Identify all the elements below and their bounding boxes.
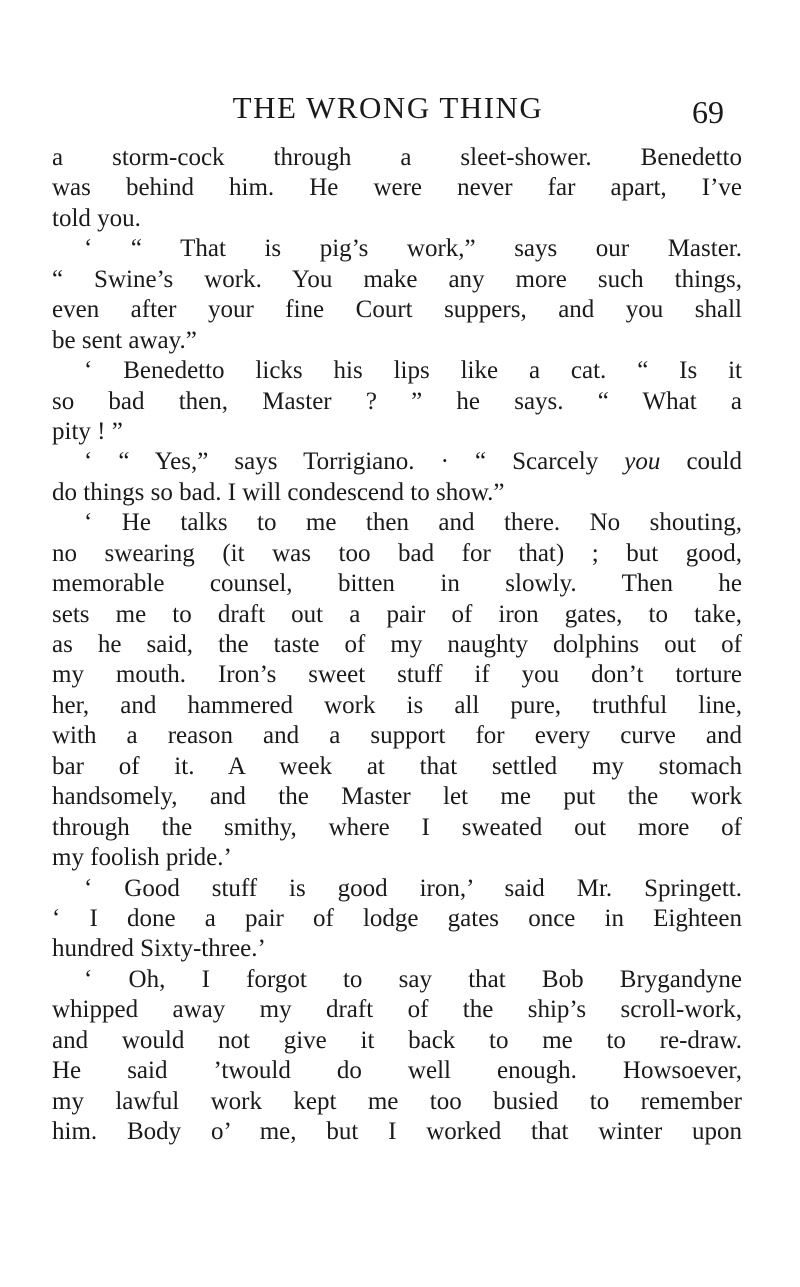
text-line: and would not give it back to me to re-draw. — [52, 1026, 742, 1054]
text-line: so bad then, Master ? ” he says. “ What a — [52, 387, 742, 415]
text-line: ‘ Oh, I forgot to say that Bob Brygandyne — [84, 965, 742, 993]
page-number: 69 — [692, 94, 724, 130]
text-line: even after your fine Court suppers, and you shall — [52, 296, 742, 324]
text-line: ‘ “ Yes,” says Torrigiano. · “ Scarcely you could — [84, 448, 742, 476]
text-line: sets me to draft out a pair of iron gates, to take, — [52, 600, 742, 628]
text-line: handsomely, and the Master let me put the work — [52, 783, 742, 811]
text-line: my foolish pride.’ — [52, 844, 232, 872]
text-line: as he said, the taste of my naughty dolphins out of — [52, 631, 742, 658]
text-line: through the smithy, where I sweated out more of — [52, 813, 742, 841]
text-line: him. Body o’ me, but I worked that winter upon — [52, 1118, 742, 1145]
body-text — [52, 143, 742, 1147]
text-line: her, and hammered work is all pure, truthful line, — [52, 691, 742, 719]
text-line: bar of it. A week at that settled my stomach — [52, 752, 742, 780]
running-head — [52, 88, 724, 128]
text-line: hundred Sixty-three.’ — [52, 935, 266, 963]
text-line: ‘ I done a pair of lodge gates once in Eighteen — [52, 904, 742, 932]
text-line: told you. — [52, 204, 141, 232]
text-line: ‘ Good stuff is good iron,’ said Mr. Springett. — [84, 874, 742, 902]
text-line: ‘ “ That is pig’s work,” says our Master. — [84, 235, 742, 263]
text-line: with a reason and a support for every curve and — [52, 722, 742, 750]
text-line: He said ’twould do well enough. Howsoever, — [52, 1057, 742, 1085]
text-line: “ Swine’s work. You make any more such things, — [52, 265, 742, 293]
text-line: was behind him. He were never far apart, I’ve — [52, 174, 742, 202]
text-line: ‘ He talks to me then and there. No shouting, — [84, 509, 742, 537]
text-line: ‘ Benedetto licks his lips like a cat. “ Is it — [84, 357, 742, 385]
text-line: memorable counsel, bitten in slowly. Then he — [52, 570, 742, 598]
text-line: a storm-cock through a sleet-shower. Benedetto — [52, 144, 742, 171]
text-line: my lawful work kept me too busied to remember — [52, 1087, 742, 1115]
text-line: do things so bad. I will condescend to show.” — [52, 478, 505, 506]
text-line: my mouth. Iron’s sweet stuff if you don’t torture — [52, 661, 742, 689]
text-line: whipped away my draft of the ship’s scroll-work, — [52, 996, 742, 1024]
running-title: THE WRONG THING — [232, 90, 544, 125]
text-line: pity ! ” — [52, 417, 123, 445]
text-line: no swearing (it was too bad for that) ; but good, — [52, 539, 742, 567]
text-line: be sent away.” — [52, 326, 197, 354]
